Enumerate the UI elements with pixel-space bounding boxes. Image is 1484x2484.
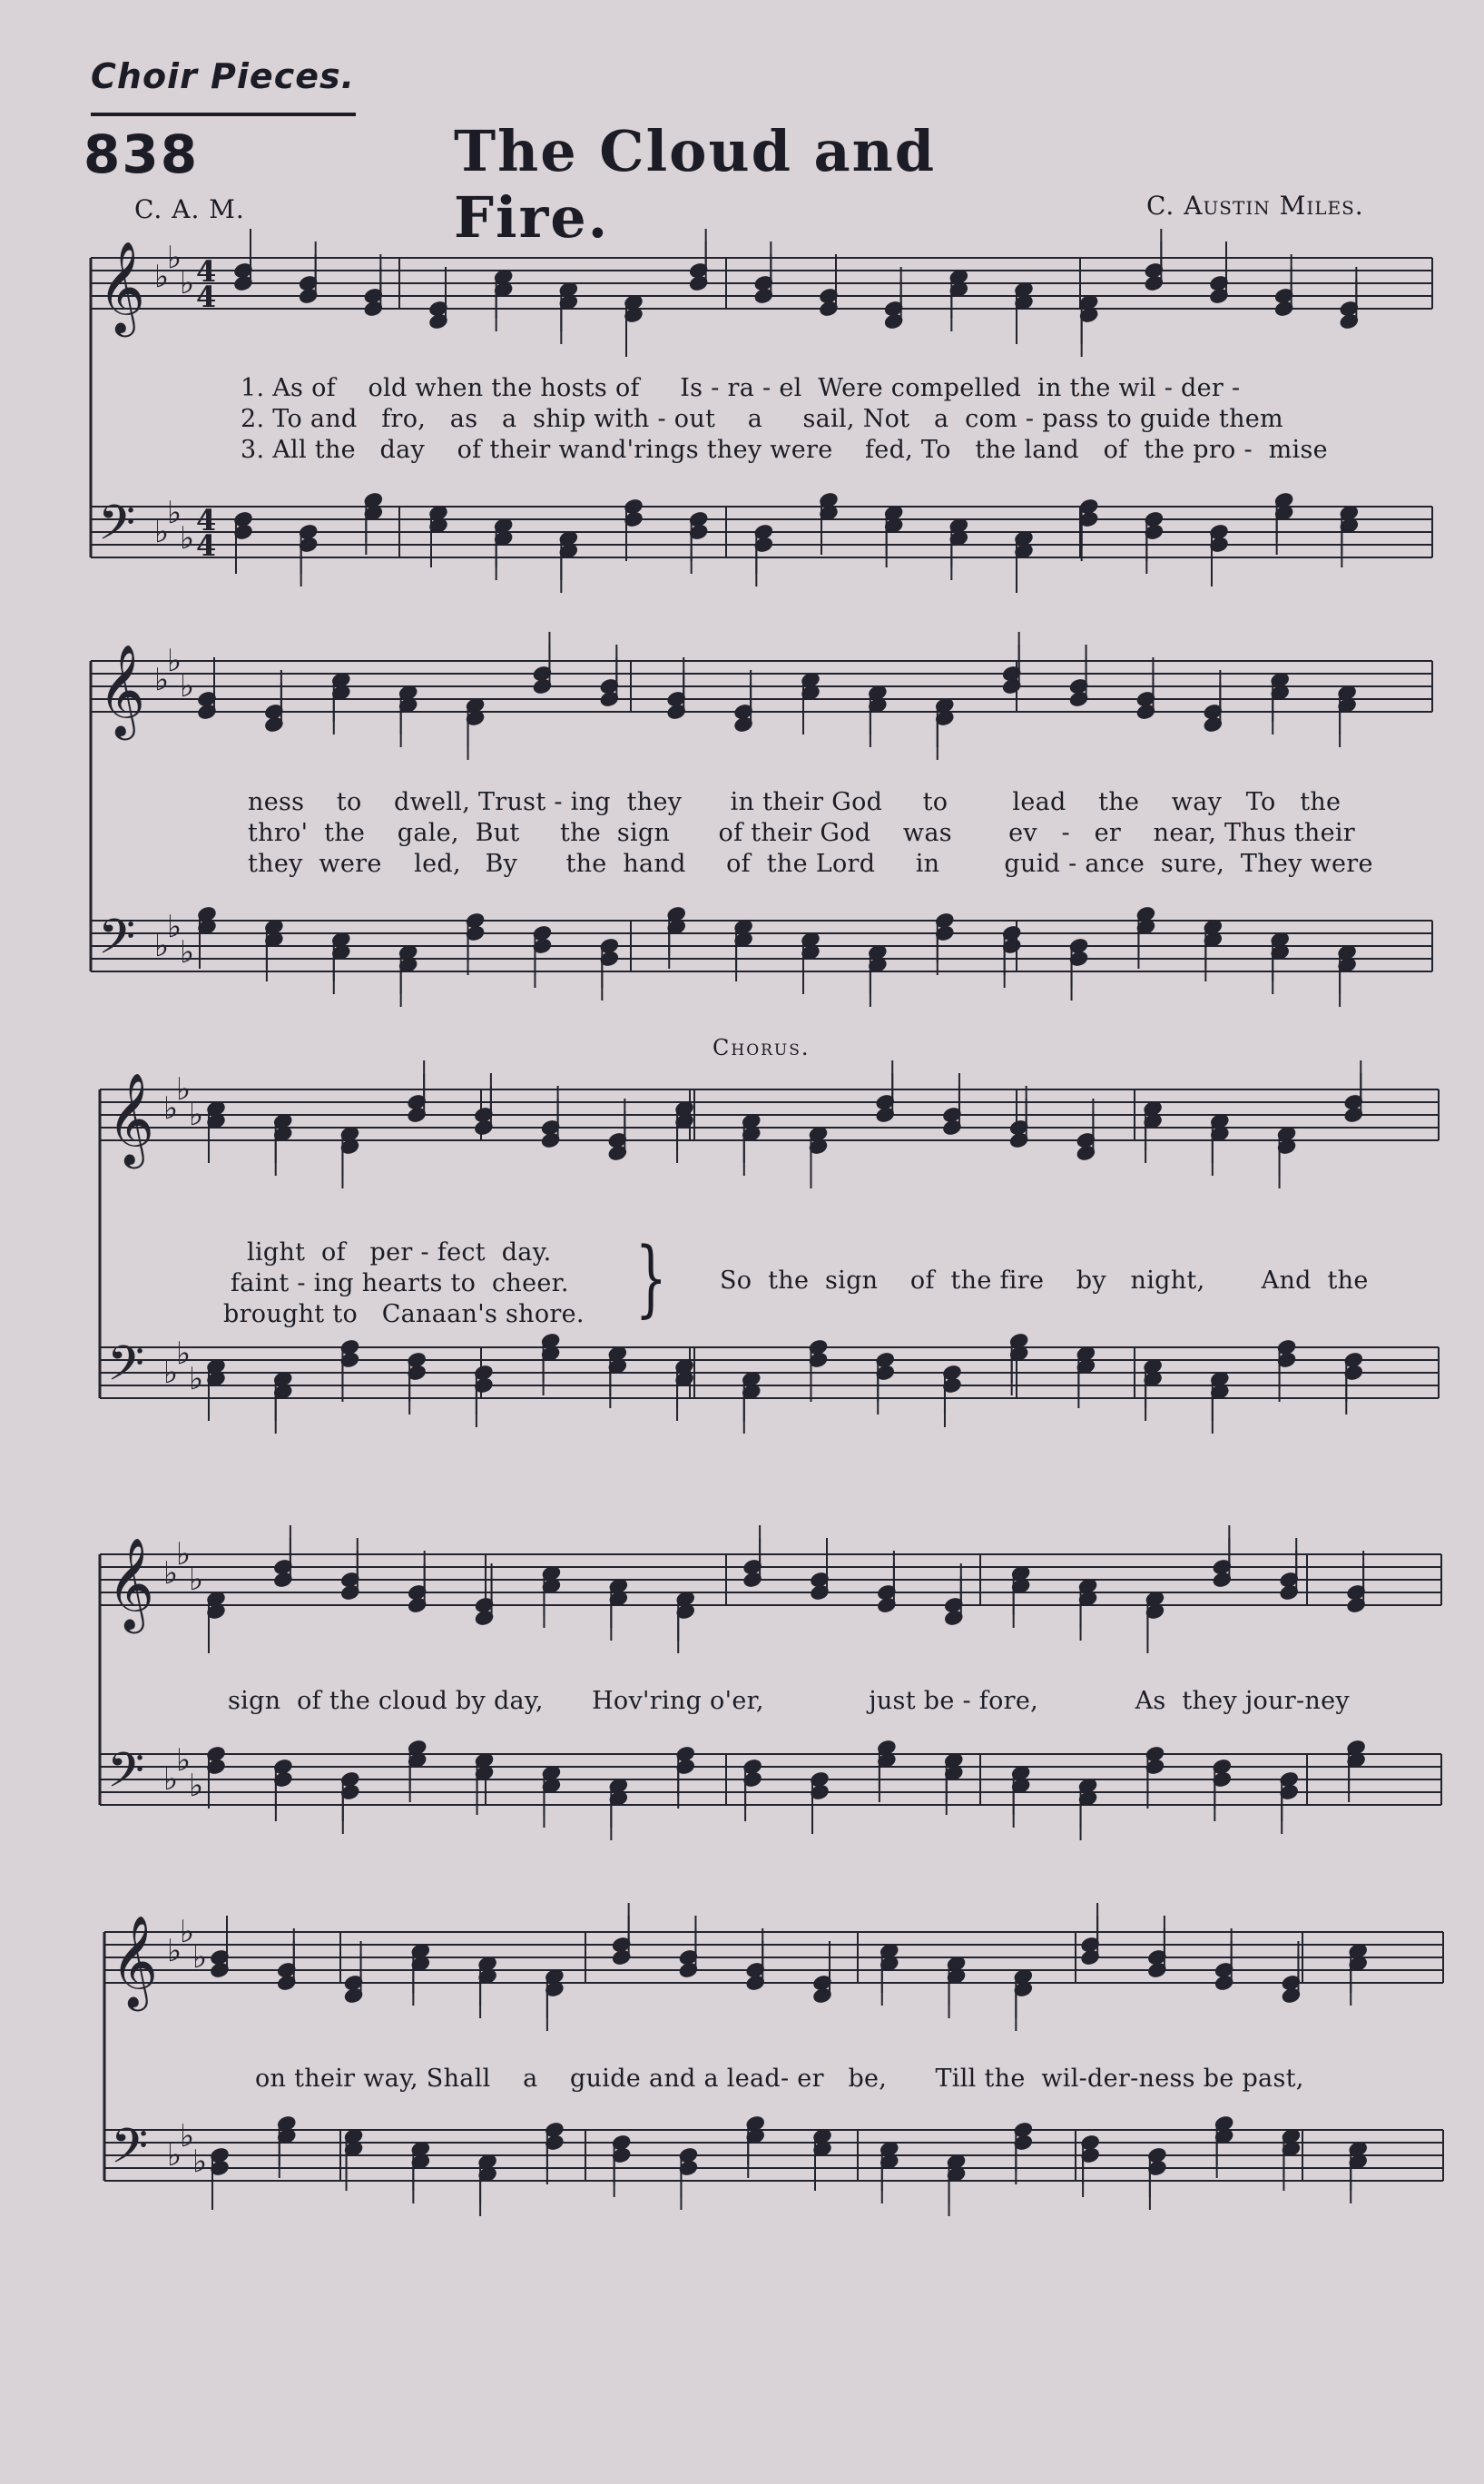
flat-icon: ♭ <box>154 928 170 964</box>
bass-clef-icon: 𝄢 <box>107 1743 145 1810</box>
lyric-line: on their way, Shall a guide and a lead- er be, Till the wil-der-ness be past, <box>255 2065 1304 2093</box>
bass-clef-icon: 𝄢 <box>98 496 136 563</box>
flat-icon: ♭ <box>163 1761 179 1798</box>
flat-icon: ♭ <box>180 934 195 971</box>
lyric-line: thro' the gale, But the sign of their God was ev - er near, Thus their <box>248 819 1355 847</box>
flat-icon: ♭ <box>167 643 182 679</box>
verse-brace: } <box>634 1229 667 1326</box>
bass-clef-icon: 𝄢 <box>111 2119 149 2186</box>
flat-icon: ♭ <box>192 1939 208 1976</box>
meter: C. A. M. <box>134 194 245 224</box>
treble-clef-icon: 𝄞 <box>107 1071 155 1165</box>
flat-icon: ♭ <box>167 1933 182 1969</box>
flat-icon: ♭ <box>154 259 170 295</box>
flat-icon: ♭ <box>176 1536 192 1572</box>
lyric-line: they were led, By the hand of the Lord in guid - ance sure, They were <box>248 850 1373 878</box>
bass-clef-icon: 𝄢 <box>107 1336 145 1404</box>
flat-icon: ♭ <box>189 1768 204 1804</box>
treble-clef-icon: 𝄞 <box>107 1536 155 1630</box>
flat-icon: ♭ <box>180 2118 195 2154</box>
time-signature: 4 <box>196 254 217 289</box>
lyric-line: 3. All the day of their wand'rings they were fed, To the land of the pro - mise <box>241 436 1328 464</box>
flat-icon: ♭ <box>176 1071 192 1108</box>
lyric-line: sign of the cloud by day, Hov'ring o'er, just be - fore, As they jour-ney <box>228 1687 1350 1715</box>
lyric-line: 1. As of old when the hosts of Is - ra - el Were compelled in the wil - der - <box>241 374 1241 402</box>
treble-clef-icon: 𝄞 <box>111 1914 159 2007</box>
time-signature: 4 <box>196 280 217 314</box>
flat-icon: ♭ <box>163 1355 179 1391</box>
flat-icon: ♭ <box>180 265 195 301</box>
flat-icon: ♭ <box>189 1361 204 1397</box>
flat-icon: ♭ <box>167 240 182 276</box>
flat-icon: ♭ <box>163 1090 179 1127</box>
lyric-line: ness to dwell, Trust - ing they in their God to lead the way To the <box>248 788 1341 816</box>
section-label: Choir Pieces. <box>91 56 356 96</box>
time-signature: 4 <box>196 528 217 563</box>
flat-icon: ♭ <box>163 1555 179 1592</box>
composer: C. Austin Miles. <box>1146 191 1364 221</box>
flat-icon: ♭ <box>180 1914 195 1950</box>
time-signature: 4 <box>196 503 217 537</box>
flat-icon: ♭ <box>154 514 170 550</box>
flat-icon: ♭ <box>176 1742 192 1779</box>
lyric-line: faint - ing hearts to cheer. <box>231 1269 569 1297</box>
hymn-number: 838 <box>84 123 200 185</box>
flat-icon: ♭ <box>154 662 170 698</box>
lyric-line: 2. To and fro, as a ship with - out a sail, Not a com - pass to guide them <box>241 405 1283 433</box>
treble-clef-icon: 𝄞 <box>98 643 146 736</box>
flat-icon: ♭ <box>167 2137 182 2174</box>
flat-icon: ♭ <box>167 495 182 531</box>
hymn-title: The Cloud and Fire. <box>454 118 937 251</box>
flat-icon: ♭ <box>180 668 195 705</box>
bass-clef-icon: 𝄢 <box>98 910 136 977</box>
flat-icon: ♭ <box>176 1336 192 1372</box>
flat-icon: ♭ <box>189 1562 204 1598</box>
flat-icon: ♭ <box>167 909 182 945</box>
lyric-line: brought to Canaan's shore. <box>223 1300 585 1328</box>
flat-icon: ♭ <box>180 520 195 557</box>
lyric-line: So the sign of the fire by night, And the <box>720 1267 1369 1295</box>
flat-icon: ♭ <box>192 2144 208 2180</box>
lyric-line: light of per - fect day. <box>247 1238 552 1267</box>
chorus-label: Chorus. <box>713 1035 811 1060</box>
flat-icon: ♭ <box>189 1097 204 1133</box>
treble-clef-icon: 𝄞 <box>98 240 146 333</box>
